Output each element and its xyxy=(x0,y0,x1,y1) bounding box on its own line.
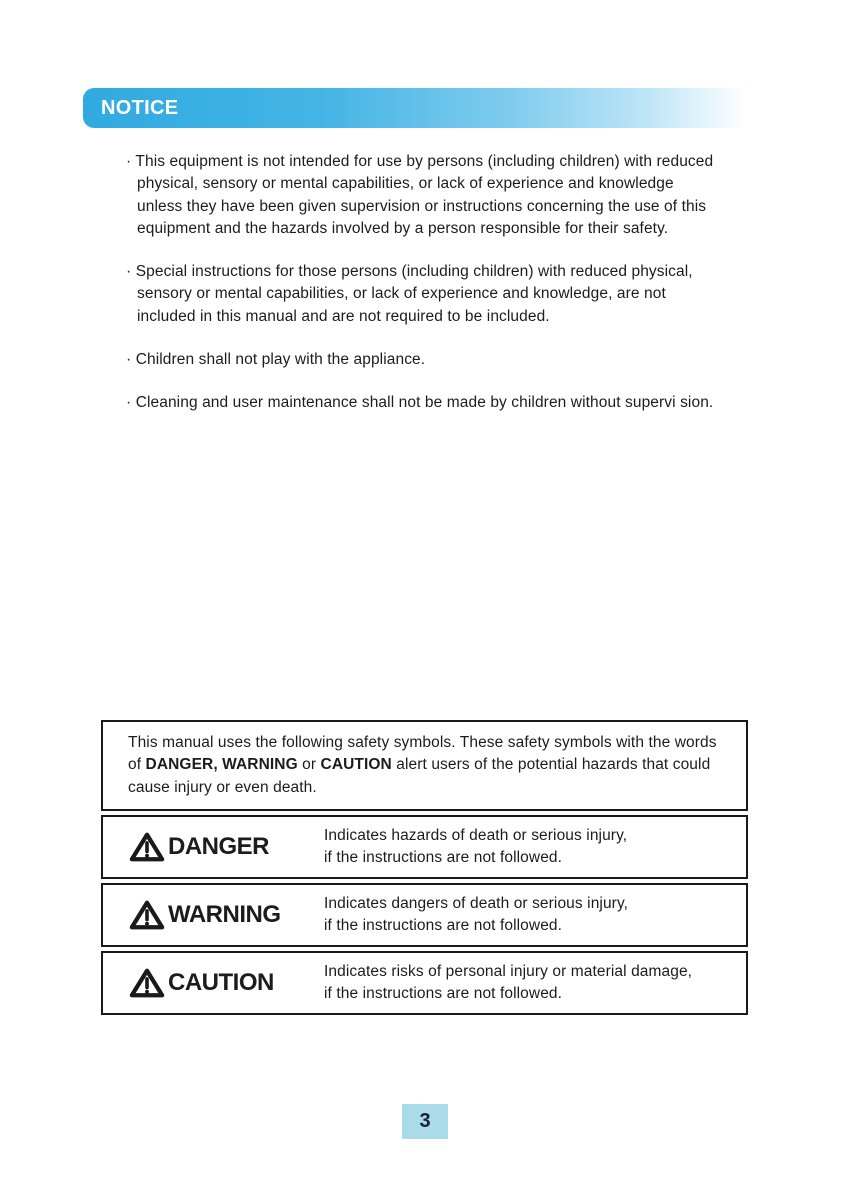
bullet-item xyxy=(126,261,718,328)
intro-bold-danger-warning: DANGER, WARNING xyxy=(145,756,298,774)
warning-description xyxy=(324,893,628,938)
bullet-text: This equipment is not intended for use by persons (including children) with reduced physical, sensory or mental capabilities, or lack of experience and knowledge unless they have been given supervision or instructions concerning the use of this equipment and the hazards involved by a person responsible for their safety. xyxy=(135,153,714,237)
description-line: Indicates risks of personal injury or material damage, xyxy=(324,962,693,980)
bullet-text: Children shall not play with the appliance. xyxy=(135,351,426,369)
intro-bold-caution: CAUTION xyxy=(320,756,392,774)
notice-banner xyxy=(83,88,767,128)
caution-description xyxy=(324,961,692,1006)
warning-label: WARNING xyxy=(168,900,281,928)
notice-bullet-list xyxy=(126,151,718,436)
safety-row-danger xyxy=(101,815,748,879)
bullet-text: Special instructions for those persons (including children) with reduced physical, sensory or mental capabilities, or lack of experience and knowledge, are not included in this manual and are not required to be included. xyxy=(135,263,693,325)
bullet-marker: · xyxy=(126,351,132,369)
safety-symbols-table xyxy=(101,720,748,1019)
bullet-marker: · xyxy=(126,394,132,412)
warning-label-cell xyxy=(103,899,324,931)
description-line: if the instructions are not followed. xyxy=(324,916,563,934)
danger-label: DANGER xyxy=(168,832,270,860)
bullet-item xyxy=(126,392,718,414)
warning-triangle-icon xyxy=(129,899,165,931)
description-line: if the instructions are not followed. xyxy=(324,984,563,1002)
safety-row-caution xyxy=(101,951,748,1015)
intro-text: alert users of the potential hazards that could cause injury or even death. xyxy=(128,756,711,796)
description-line: Indicates hazards of death or serious injury, xyxy=(324,826,628,844)
bullet-item xyxy=(126,151,718,240)
danger-description xyxy=(324,825,627,870)
caution-label: CAUTION xyxy=(168,968,274,996)
notice-heading: NOTICE xyxy=(101,96,179,119)
bullet-text: Cleaning and user maintenance shall not be made by children without supervi sion. xyxy=(135,394,714,412)
bullet-item xyxy=(126,349,718,371)
description-line: if the instructions are not followed. xyxy=(324,848,563,866)
warning-triangle-icon xyxy=(129,967,165,999)
bullet-marker: · xyxy=(126,263,132,281)
caution-label-cell xyxy=(103,967,324,999)
intro-text: This manual uses the following safety symbols. These safety symbols with the words of xyxy=(128,734,717,774)
safety-row-warning xyxy=(101,883,748,947)
safety-table-intro xyxy=(101,720,748,811)
warning-triangle-icon xyxy=(129,831,165,863)
bullet-marker: · xyxy=(126,153,132,170)
intro-text: or xyxy=(297,756,321,774)
page-number: 3 xyxy=(419,1110,431,1132)
page-number-badge xyxy=(402,1104,448,1139)
description-line: Indicates dangers of death or serious injury, xyxy=(324,894,629,912)
danger-label-cell xyxy=(103,831,324,863)
